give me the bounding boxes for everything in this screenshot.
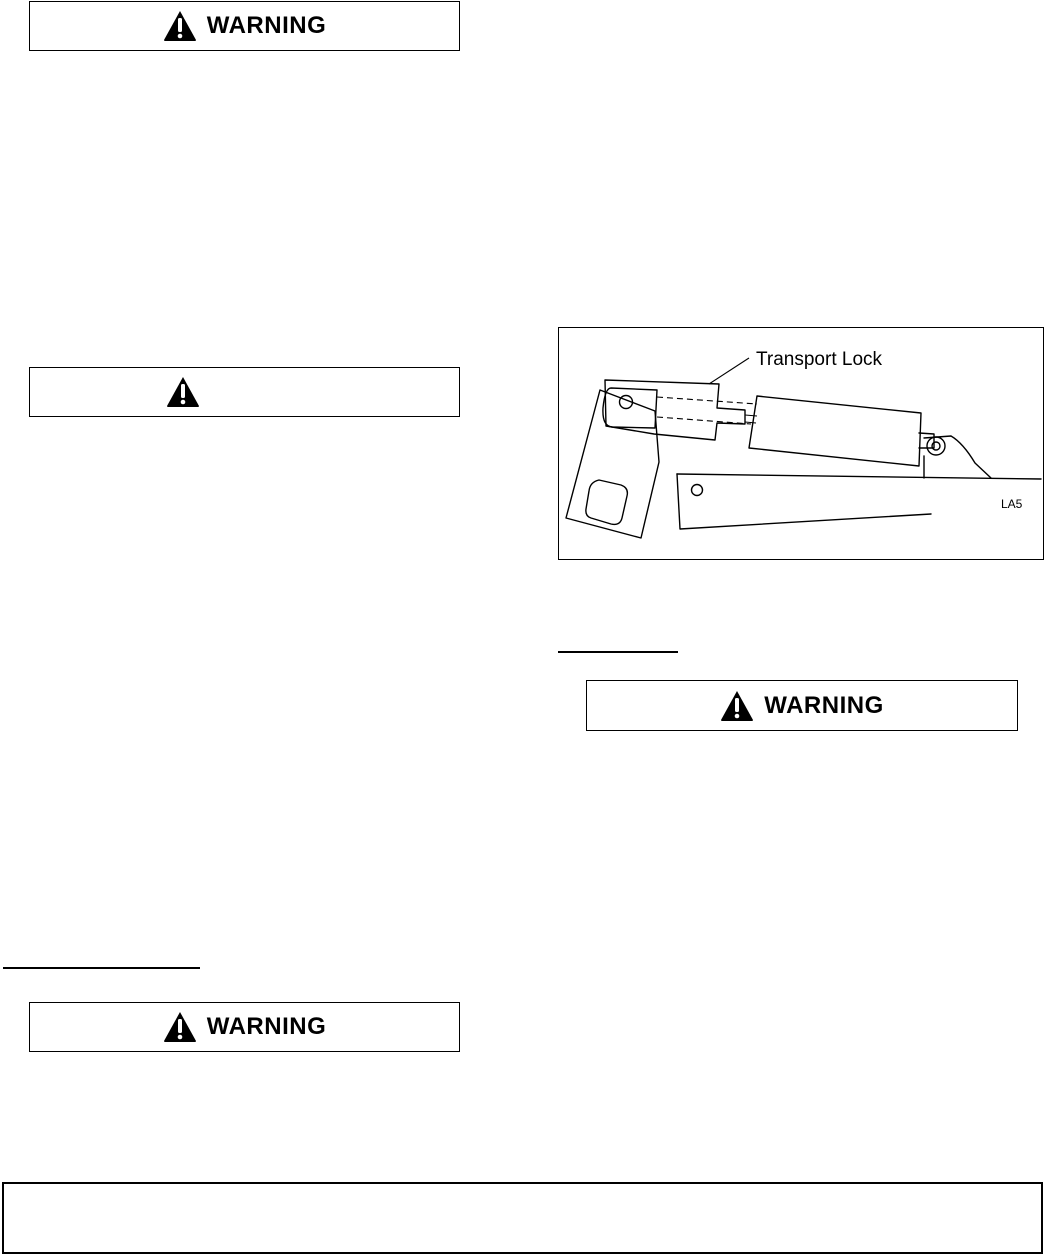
- lower-arm-plate: [566, 390, 659, 538]
- caution-box-left: [29, 367, 460, 417]
- frame-beam: [677, 474, 1041, 479]
- hidden-rod-lower: [657, 417, 751, 424]
- warning-triangle-icon: [720, 690, 754, 722]
- warning-label: WARNING: [206, 12, 327, 39]
- footer-frame: [2, 1182, 1043, 1254]
- warning-label: WARNING: [206, 1013, 327, 1040]
- frame-hole: [692, 485, 703, 496]
- frame-beam-edge: [677, 474, 931, 529]
- rod-line-lower: [745, 422, 756, 423]
- warning-triangle-icon: [163, 10, 197, 42]
- warning-label: WARNING: [764, 691, 884, 719]
- mount-pin-ring: [927, 437, 945, 455]
- figure-id: LA5: [1001, 497, 1023, 511]
- arm-cutout: [586, 480, 628, 524]
- mount-pin-hole: [932, 442, 940, 450]
- section-heading-rule-right: [558, 651, 678, 653]
- warning-box-bottom-left: [29, 1002, 460, 1052]
- section-heading-rule-left: [3, 967, 200, 969]
- rod-line-upper: [745, 415, 757, 416]
- callout-leader: [709, 358, 749, 384]
- warning-box-top-left: [29, 1, 460, 51]
- callout-label: Transport Lock: [756, 349, 883, 370]
- transport-lock-illustration: [559, 328, 1043, 559]
- cylinder-body: [749, 396, 921, 466]
- warning-box-right: [586, 680, 1018, 731]
- transport-lock-figure: [558, 327, 1044, 560]
- warning-triangle-icon: [166, 376, 200, 408]
- warning-triangle-icon: [163, 1011, 197, 1043]
- hidden-rod-upper: [657, 397, 757, 404]
